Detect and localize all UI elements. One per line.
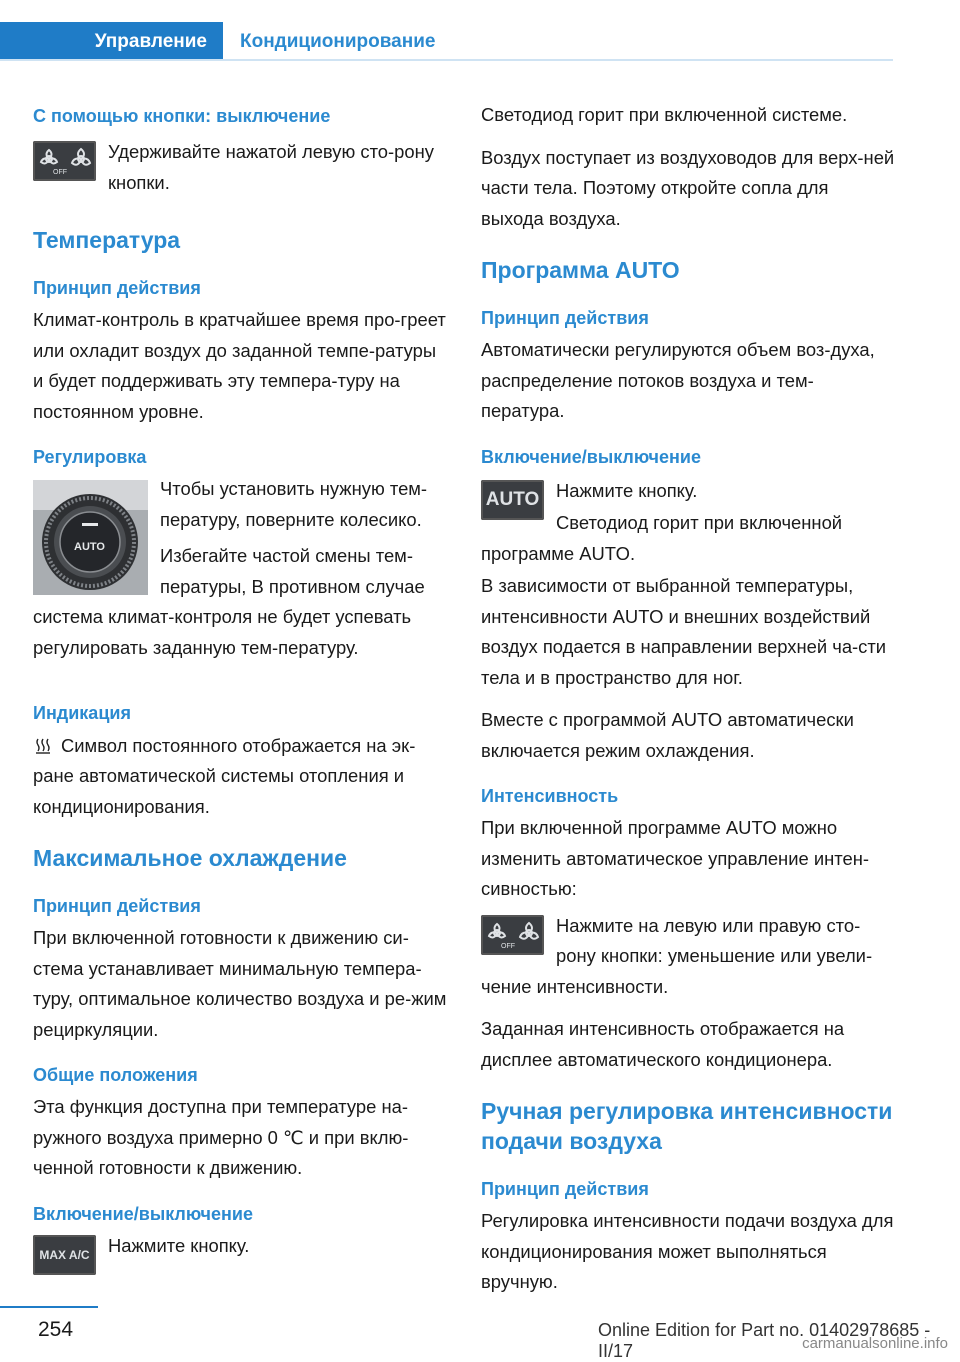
button-off-block (33, 137, 448, 198)
text-led-auto: Светодиод горит при включенной программе AUTO. (481, 512, 843, 564)
text-press-left-right: Нажмите на левую или правую сто-рону кнопки: уменьшение или увели-чение интенсивности. (481, 914, 873, 997)
fan-off-button-icon (33, 141, 96, 181)
intensity-block (481, 911, 896, 1003)
heading-on-off-right: Включение/выключение (481, 446, 701, 467)
tab-control[interactable]: Управление (0, 22, 223, 61)
heading-principle-1: Принцип действия (33, 278, 201, 299)
text-display-intensity: Заданная интенсивность отображается на дисплее автоматического кондиционера. (481, 1018, 845, 1070)
page-number: 254 (38, 1318, 74, 1341)
indication-block (33, 731, 448, 823)
heading-principle-right: Принцип действия (481, 307, 649, 328)
heading-principle-2: Принцип действия (33, 896, 201, 917)
heading-button-off: С помощью кнопки: выключение (33, 106, 331, 126)
heading-on-off-left: Включение/выключение (33, 1203, 253, 1224)
text-cooling: Вместе с программой AUTO автоматически включается режим охлаждения. (481, 709, 854, 761)
edition-info: Online Edition for Part no. 01402978685 - II/17 (598, 1320, 931, 1361)
regulation-block (33, 474, 448, 663)
heat-symbol-icon (35, 737, 51, 760)
right-column (481, 100, 896, 1298)
auto-button-icon (481, 480, 544, 520)
knob-auto-label: AUTO (74, 541, 105, 554)
max-ac-button-icon (33, 1235, 96, 1275)
heading-auto-program: Программа AUTO (481, 257, 680, 283)
text-air-flow: Воздух поступает из воздуховодов для верх-ней части тела. Поэтому откройте сопла для выхода воздуха. (481, 146, 895, 229)
auto-label: AUTO (485, 488, 540, 510)
text-principle-2: При включенной готовности к движению си-стема устанавливает минимальную темпера-туру, оптимальное количество воздуха и ре-жим рециркуляции. (33, 927, 447, 1040)
text-intensity: При включенной программе AUTO можно изменить автоматическое управление интен-сивностью: (481, 817, 869, 900)
header-tabbar (0, 0, 893, 61)
text-press-auto: Нажмите кнопку. (556, 479, 698, 501)
temperature-knob-image (33, 480, 148, 595)
text-depend: В зависимости от выбранной температуры, интенсивности AUTO и внешних воздействий воздух подается в направлении верхней ча-сти тела и в пространство для ног. (481, 575, 887, 688)
text-manual-airflow: Регулировка интенсивности подачи воздуха для кондиционирования может выполняться вручную. (481, 1210, 894, 1293)
auto-block (481, 476, 896, 570)
text-button-off: Удерживайте нажатой левую сто-рону кнопки. (108, 141, 434, 193)
text-principle-1: Климат-контроль в кратчайшее время про-греет или охладит воздух до заданной темпе-ратуры и будет поддерживать эту темпера-туру на постоянном уровне. (33, 309, 446, 422)
heading-regulation: Регулировка (33, 447, 147, 468)
text-regulation-2: Избегайте частой смены тем-пературы, В противном случае система климат-контроля не будет успевать регулировать заданную тем-пературу. (33, 545, 425, 658)
text-regulation-1: Чтобы установить нужную тем-пературу, поверните колесико. (160, 478, 428, 530)
heading-intensity: Интенсивность (481, 786, 619, 807)
heading-manual-airflow: Ручная регулировка интенсивности подачи воздуха (481, 1098, 893, 1155)
text-press-button-left: Нажмите кнопку. (108, 1235, 250, 1257)
text-general: Эта функция доступна при температуре на-ружного воздуха примерно 0 ℃ и при вклю-ченной готовности к движению. (33, 1096, 409, 1179)
max-ac-label: MAX A/C (39, 1248, 90, 1263)
text-led-on: Светодиод горит при включенной системе. (481, 104, 848, 125)
tab-air-conditioning[interactable]: Кондиционирование (240, 30, 436, 52)
fan-intensity-button-icon (481, 915, 544, 955)
fan-intensity-off-label: OFF (500, 942, 515, 950)
heading-general: Общие положения (33, 1065, 198, 1086)
footer-divider (0, 1306, 98, 1308)
heading-principle-right-2: Принцип действия (481, 1179, 649, 1200)
header-divider (0, 59, 893, 61)
max-ac-block (33, 1231, 448, 1279)
watermark: carmanualsonline.info (802, 1335, 948, 1352)
fan-off-label: OFF (52, 169, 67, 177)
heading-indication: Индикация (33, 703, 131, 724)
text-indication: Символ постоянного отображается на эк-ране автоматической системы отопления и кондиционирования. (33, 734, 416, 817)
heading-max-cooling: Максимальное охлаждение (33, 845, 347, 872)
left-column (33, 100, 448, 1279)
text-principle-right: Автоматически регулируются объем воз-духа, распределение потоков воздуха и тем-пература. (481, 339, 875, 422)
heading-temperature: Температура (33, 227, 181, 254)
